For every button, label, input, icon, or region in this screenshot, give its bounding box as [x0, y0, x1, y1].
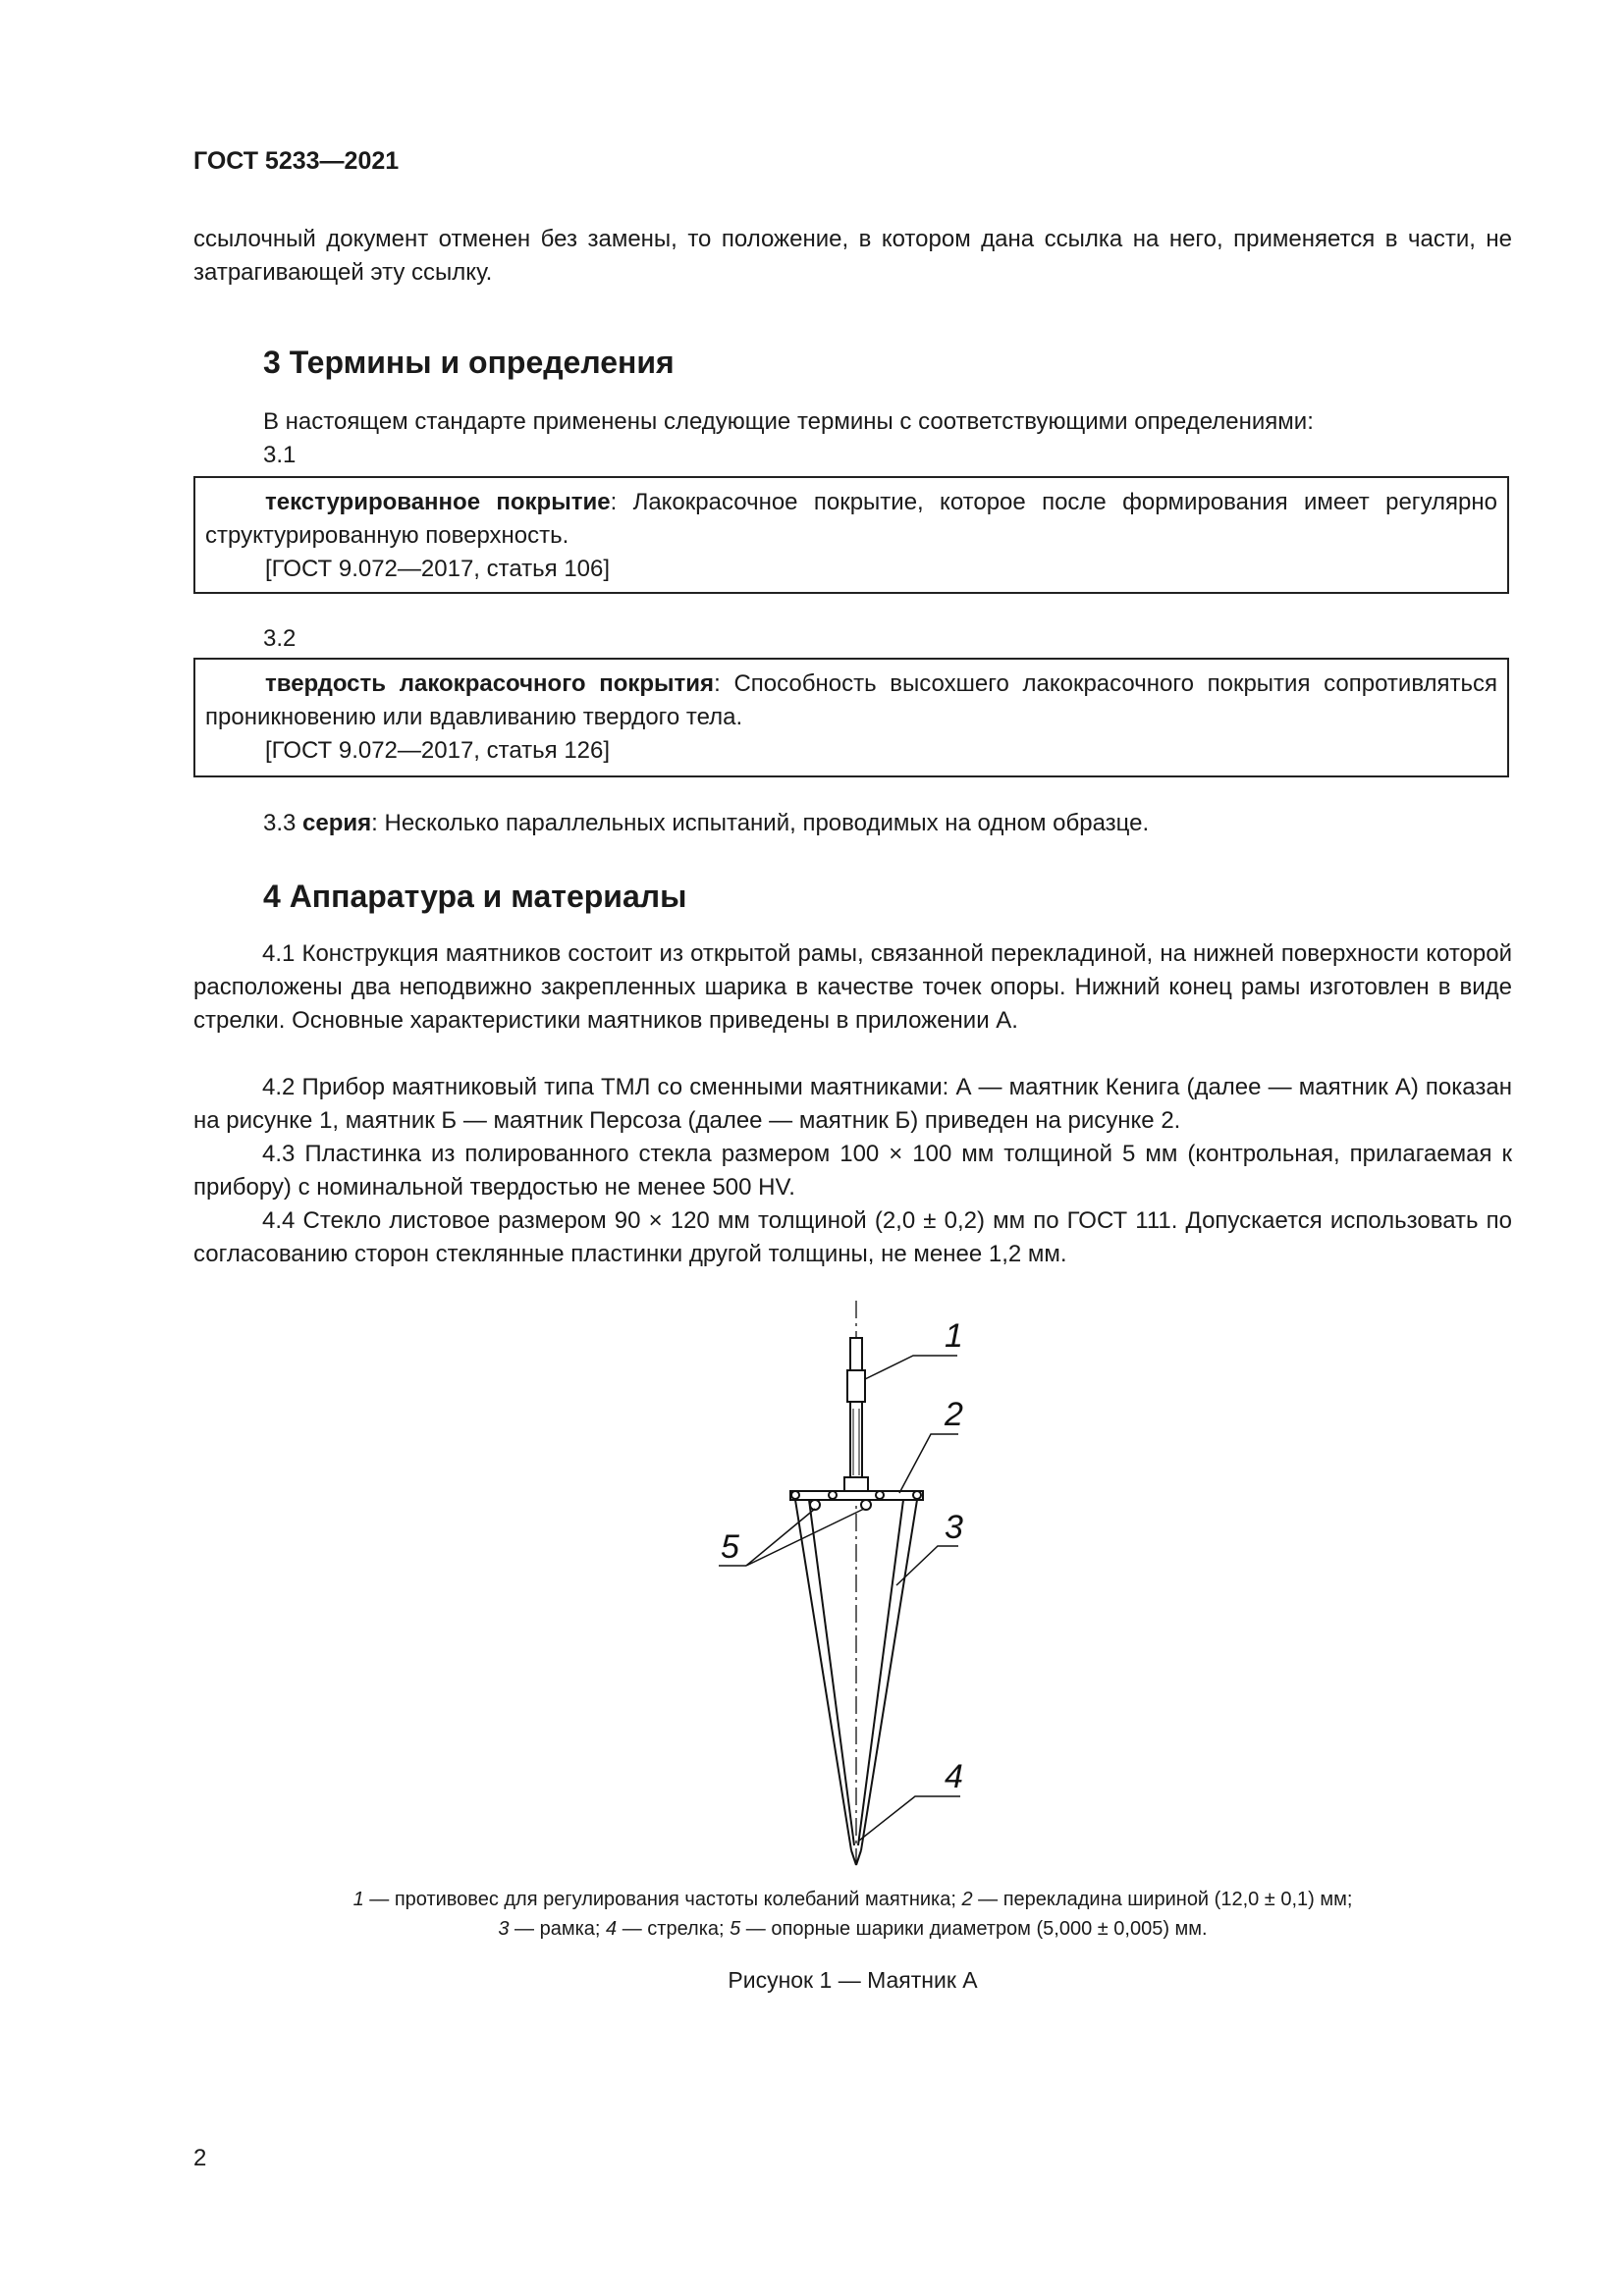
figure-label-3: 3: [945, 1509, 963, 1546]
paragraph-4-1: 4.1 Конструкция маятников состоит из открытой рамы, связанной перекладиной, на нижней поверхности которой расположены два неподвижно закрепленных шарика в качестве точек опоры. Нижний конец рамы изготовлен в виде стрелки. Основные характеристики маятников приведены в приложении А.: [193, 940, 1512, 1034]
leader-1: [865, 1356, 957, 1379]
term-2-definition: твердость лакокрасочного покрытия: Способность высохшего лакокрасочного покрытия сопротивляться проникновению или вдавливанию твердого тела.: [205, 670, 1498, 730]
term-1-source: [ГОСТ 9.072—2017, статья 106]: [265, 556, 611, 582]
figure-label-2: 2: [945, 1396, 963, 1433]
term-2-number: 3.2: [263, 625, 297, 652]
term-3: 3.3 серия: Несколько параллельных испытаний, проводимых на одном образце.: [263, 810, 1150, 836]
term-2-box: [193, 658, 1509, 777]
document-header: ГОСТ 5233—2021: [193, 147, 400, 175]
pendulum-figure: [717, 1301, 982, 1870]
term-3-term: серия: [302, 810, 372, 836]
term-2-source: [ГОСТ 9.072—2017, статья 126]: [265, 737, 611, 764]
term-2-term: твердость лакокрасочного покрытия: [265, 670, 715, 697]
intro-paragraph: ссылочный документ отменен без замены, то положение, в котором дана ссылка на него, применяется в части, не затрагивающей эту ссылку.: [193, 226, 1512, 286]
counterweight: [847, 1338, 865, 1478]
figure-caption-line-2: 3 — рамка; 4 — стрелка; 5 — опорные шарики диаметром (5,000 ± 0,005) мм.: [498, 1918, 1208, 1940]
page-number: 2: [193, 2145, 207, 2171]
figure-caption-line-1: 1 — противовес для регулирования частоты колебаний маятника; 2 — перекладина шириной (12,0 ± 0,1) мм;: [352, 1889, 1353, 1910]
figure-label-4: 4: [945, 1758, 963, 1795]
section-3-title: 3 Термины и определения: [263, 345, 675, 380]
term-1-definition: текстурированное покрытие: Лакокрасочное покрытие, которое после формирования имеет регулярно структурированную поверхность.: [205, 489, 1497, 549]
leader-4: [859, 1796, 960, 1841]
paragraph-4-4: 4.4 Стекло листовое размером 90 × 120 мм толщиной (2,0 ± 0,2) мм по ГОСТ 111. Допускается использовать по согласованию сторон стеклянные пластинки другой толщины, не менее 1,2 мм.: [193, 1207, 1512, 1267]
figure-title: Рисунок 1 — Маятник А: [728, 1967, 978, 1993]
paragraph-4-3: 4.3 Пластинка из полированного стекла размером 100 × 100 мм толщиной 5 мм (контрольная, прилагаемая к прибору) с номинальной твердостью не менее 500 HV.: [193, 1141, 1512, 1201]
figure-label-5: 5: [721, 1528, 739, 1566]
section-3-lead: В настоящем стандарте применены следующие термины с соответствующими определениями:: [263, 408, 1314, 435]
term-1-term: текстурированное покрытие: [265, 489, 611, 515]
term-1-number: 3.1: [263, 442, 297, 468]
term-1-box: [193, 476, 1509, 594]
figure-label-1: 1: [945, 1317, 963, 1355]
section-4-title: 4 Аппаратура и материалы: [263, 879, 687, 914]
figure-caption: [193, 1885, 1512, 1944]
paragraph-4-2: 4.2 Прибор маятниковый типа ТМЛ со сменными маятниками: А — маятник Кенига (далее — маятник А) показан на рисунке 1, маятник Б — маятник Персоза (далее — маятник Б) приведен на рисунке 2.: [193, 1074, 1512, 1134]
leader-2: [899, 1434, 958, 1493]
